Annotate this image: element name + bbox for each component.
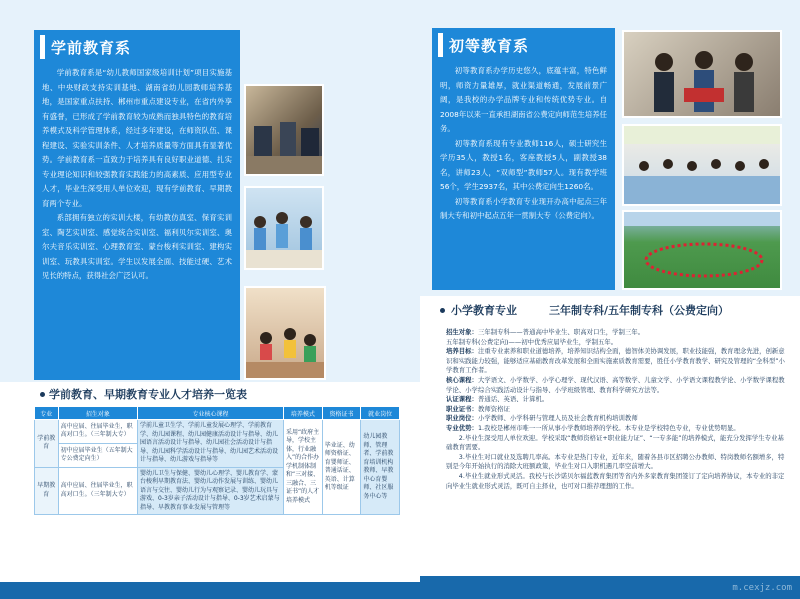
preschool-text — [34, 64, 240, 284]
detail-row — [446, 434, 790, 453]
preschool-paragraph-2: 系部拥有独立的实训大楼，有幼教仿真室、保育实训室、陶艺实训室、感觉统合实训室、福利贝尔实训室、奥尔夫音乐实训室、心理教育室、蒙台梭利实训室、建构实训室、玩教具实训室。学生以发展全面、技能过硬、艺术见长的特点，获得社会广泛认可。 — [42, 213, 232, 280]
preschool-header — [34, 30, 240, 64]
detail-row — [446, 453, 790, 472]
th-courses: 专业核心课程 — [138, 407, 284, 420]
table-row — [35, 420, 400, 444]
detail-label: 招生对象： — [446, 328, 478, 336]
watermark: m.cexjz.com — [732, 583, 792, 593]
primary-major-title — [440, 302, 729, 318]
th-certs: 资格证书 — [322, 407, 361, 420]
detail-row — [446, 328, 790, 338]
primary-paragraph-2: 初等教育系现有专业教师116人，硕士研究生学历35人，教授1名，客座教授5人，副教授38名，讲师23人，“双师型”教师57人。现有教学班56个，学生2937名，其中公费定向生1260名。 — [440, 138, 607, 191]
table-header-row — [35, 407, 400, 420]
primary-paragraph-3: 初等教育系小学教育专业现开办高中起点三年制大专和初中起点五年一贯制大专（公费定向）。 — [440, 196, 607, 220]
th-mode: 培养模式 — [284, 407, 323, 420]
kindergarten-children-photo — [244, 286, 326, 380]
detail-label: 职业证书： — [446, 404, 478, 413]
detail-text: 小学教师、小学科研与管理人员及社会教育机构培训教师 — [477, 414, 638, 423]
detail-text: 教师资格证 — [477, 404, 510, 413]
detail-text: 大学语文、小学数学、小学心理学、现代汉语、高等数学、儿童文学、小学语文课程教学论、小学数学课程教学论、小学综合实践活动设计与指导、小学班级管理、教育科学研究方法等。 — [446, 375, 785, 394]
detail-text: 2.毕业生深受用人单位欢迎。学校采取“教师资格证+职业能力证”、“一专多能”的培养模式，能充分发挥学生专业基础教育需要。 — [446, 433, 784, 452]
header-bar — [40, 35, 45, 59]
preschool-panel — [34, 30, 240, 380]
bullet-dot — [440, 308, 445, 313]
detail-text: 三年制专科——普通高中毕业生、职高对口生，学制三年。 — [477, 328, 645, 336]
detail-row — [446, 338, 790, 348]
cell-target: 高中应届、往届毕业生，职高对口生。（三年制大专） — [58, 467, 137, 515]
detail-row — [446, 395, 790, 405]
primary-major-subtitle: 三年制专科/五年制专科（公费定向） — [549, 304, 730, 317]
teacher-training-class-photo — [244, 84, 324, 176]
award-ceremony-photo — [622, 30, 782, 118]
detail-text: 五年制专科(公费定向)——初中优秀应届毕业生，学制五年。 — [446, 337, 618, 346]
cell-jobs: 幼儿园教师、管理者、学前教育培训机构教师、早教中心育婴师、社区服务中心等 — [361, 420, 400, 515]
cell-courses: 学前儿童卫生学、学前儿童发展心理学、学前教育学、幼儿园课程、幼儿园健康活动设计与指导、幼儿园语言活动设计与指导、幼儿园社会活动设计与指导、幼儿园科学活动设计与指导、幼儿园艺术活动设计与指导、幼儿游戏与指导等 — [138, 420, 284, 468]
detail-row — [446, 347, 790, 376]
cell-target: 初中应届毕业生（五年制大专公费定向生） — [58, 443, 137, 467]
primary-paragraph-1: 初等教育系办学历史悠久，底蕴丰富，特色鲜明，师资力量雄厚，就业渠道畅通，发展前景广阔，是我校的办学品牌专业和传统优势专业。自2008年以来一直承担湖南省公费定向师范生培养任务。 — [440, 66, 607, 133]
detail-label: 职业岗位： — [446, 414, 478, 423]
cell-major: 早期教育 — [35, 467, 59, 515]
detail-label: 认证课程： — [446, 395, 478, 404]
cell-mode: 采用“政府主导，学校主体，行业融入”的合作办学机制体制和“三对接、三融合、三证书”的人才培养模式 — [284, 420, 323, 515]
preschool-title: 学前教育系 — [51, 38, 132, 57]
bullet-dot — [40, 392, 45, 397]
detail-row — [446, 424, 790, 434]
detail-row — [446, 405, 790, 415]
primary-header — [432, 28, 615, 62]
detail-text: 4.毕业生就业形式灵活。我校与长沙诺贝尔福蓝教育集团等省内外多家教育集团签订了定向培养协议，本专业的非定向毕业生就业形式灵活，既可自主择业，也可对口推荐理想的工作。 — [446, 471, 785, 490]
primary-panel-title: 初等教育系 — [449, 36, 530, 55]
students-class-photo — [244, 186, 324, 270]
th-jobs: 就业岗位 — [361, 407, 400, 420]
table-title — [40, 386, 247, 402]
table-title-text: 学前教育、早期教育专业人才培养一览表 — [49, 388, 247, 401]
detail-label: 培养目标： — [446, 347, 478, 356]
detail-text: 3.毕业生对口就业及选聘几率高。本专业是热门专业，近年来，随着各县市区招聘公办教师、特岗教师名额增多，特别是今年开始执行的消除大班额政策，毕业生对口入职机遇几率空前增大。 — [446, 452, 785, 471]
detail-text: 普通话、英语、计算机。 — [477, 395, 549, 404]
primary-text — [432, 62, 615, 224]
training-table — [34, 406, 400, 515]
th-major: 专业 — [35, 407, 59, 420]
detail-row — [446, 414, 790, 424]
detail-text: 1.我校是郴州市唯一一所从事小学教师培养的学校。本专业是学校特色专业，专业优势明显。 — [477, 423, 740, 432]
cell-major: 学前教育 — [35, 420, 59, 468]
cell-certs: 毕业证、幼师资格证、育婴师证、普通话证、英语、计算机等级证 — [322, 420, 361, 515]
primary-panel — [432, 28, 615, 290]
header-bar — [438, 33, 443, 57]
th-target: 招生对象 — [58, 407, 137, 420]
cell-target: 高中应届、往届毕业生，职高对口生。（三年制大专） — [58, 420, 137, 444]
detail-row — [446, 376, 790, 395]
detail-label: 核心课程： — [446, 375, 478, 384]
primary-details — [446, 328, 790, 491]
playground-circle-photo — [622, 210, 782, 290]
classroom-students-photo — [622, 124, 782, 206]
detail-text: 注重专业素养和职业道德培养，培养知识结构全面，德智体美协调发展，职业技能强，教育理念先进，创新意识和实践能力较强，能够适应基础教育改革发展和全面实施素质教育需要，胜任小学教育教学、研究及管理的“全科型”小学教育工作者。 — [446, 347, 785, 375]
preschool-paragraph-1: 学前教育系是“幼儿教师国家级培训计划”项目实施基地、中央财政支持实训基地、湖南省幼儿园教师培养基地，是国家重点扶持、郴州市重点建设专业，在省内外享有盛誉，已形成了学前教育较为成熟而独具特色的教育培养模式及科学管理体系，经过多年建设，在师资队伍、课程建设、实验实训条件、人才培养质量等方面具有显著优势。学前教育系一直致力于培养具有良好职业道德、扎实专业理论知识和较强教育实践能力的高素质、应用型专业人才，毕业生深受用人单位欢迎，现有学前教育、早期教育两个专业。 — [42, 68, 232, 208]
primary-major-name: 小学教育专业 — [451, 304, 517, 317]
cell-courses: 婴幼儿卫生与保健、婴幼儿心理学、婴儿教育学、蒙台梭利早期教育法、婴幼儿动作发展与训练、婴幼儿语言与交往、婴幼儿行为与观察记录、婴幼儿玩具与游戏、0-3岁亲子活动设计与指导、0-3岁艺术启蒙与指导、早教教育事业发展与管理等 — [138, 467, 284, 515]
detail-row — [446, 472, 790, 491]
detail-label: 专业优势： — [446, 423, 478, 432]
